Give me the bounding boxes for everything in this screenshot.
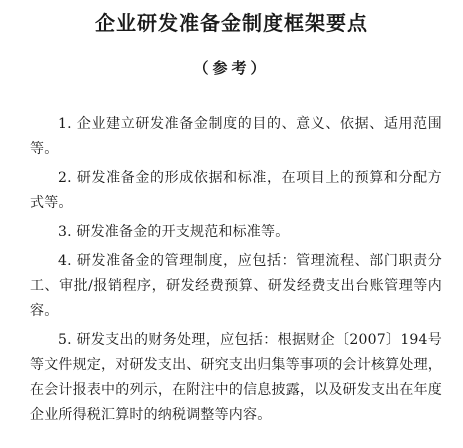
list-item-5: 5. 研发支出的财务处理，应包括：根据财企〔2007〕194号等文件规定，对研发支出、研究支出归集等事项的会计核算处理，在会计报表中的列示，在附注中的信息披露，以及研发支出在年度企业所得税汇算时的纳税调整等内容。 (30, 332, 442, 423)
document-subtitle: （参考） (193, 59, 270, 77)
list-item-1: 1. 企业建立研发准备金制度的目的、意义、依据、适用范围等。 (30, 116, 442, 157)
list-item-2: 2. 研发准备金的形成依据和标准，在项目上的预算和分配方式等。 (30, 170, 442, 211)
item-list (30, 112, 442, 432)
list-item-3: 3. 研发准备金的开支规范和标准等。 (58, 224, 290, 240)
document-title: 企业研发准备金制度框架要点 (95, 11, 368, 35)
list-item-4: 4. 研发准备金的管理制度，应包括：管理流程、部门职责分工、审批/报销程序，研发经费预算、研发经费支出台账管理等内容。 (30, 253, 442, 319)
